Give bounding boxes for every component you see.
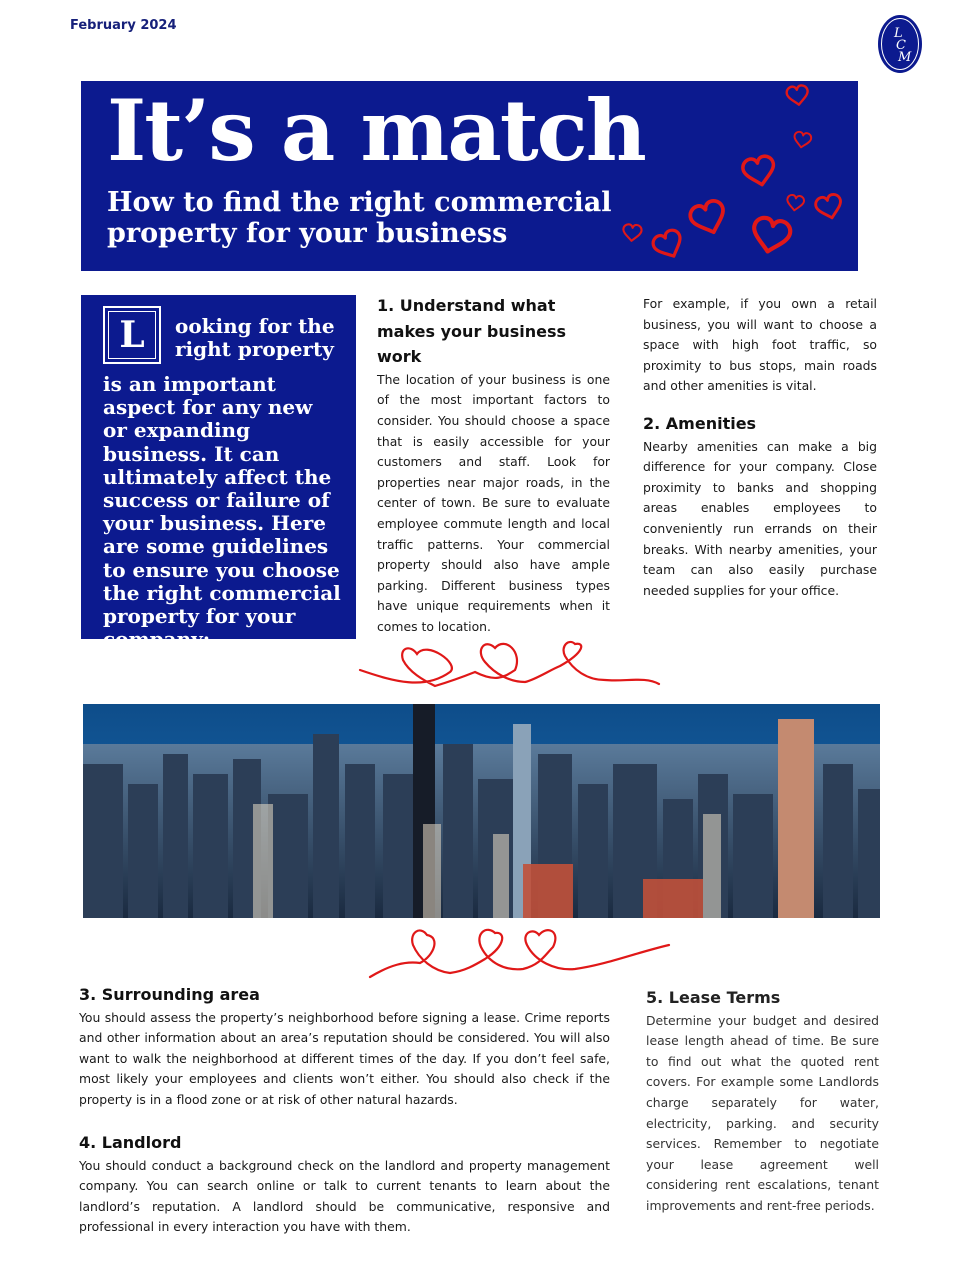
column-3 — [643, 294, 877, 601]
section-heading: 2. Amenities — [643, 413, 757, 433]
heart-icon — [793, 131, 812, 149]
heart-icon — [750, 216, 792, 255]
heart-icon — [688, 198, 730, 238]
section-3 — [79, 982, 610, 1111]
heart-icon — [741, 155, 777, 188]
city-skyline-photo — [83, 704, 880, 918]
issue-date: February 2024 — [70, 18, 177, 33]
monogram-logo — [876, 13, 924, 75]
section-body: Nearby amenities can make a big difference for your company. Close proximity to banks and shopping areas enables employees to conveniently run errands on their breaks. With nearby amenities, your team can also easily purchase needed supplies for your office. — [643, 438, 877, 598]
section-heading: 5. Lease Terms — [646, 988, 781, 1007]
heart-icon — [786, 85, 809, 106]
intro-box — [81, 295, 356, 652]
heart-icon — [786, 194, 805, 211]
svg-text:L: L — [894, 26, 903, 41]
page-subtitle: How to find the right commercial property for your business — [107, 187, 612, 250]
svg-text:C: C — [896, 38, 906, 53]
section-body: You should conduct a background check on the landlord and property management company. You can search online or talk to current tenants to learn about the landlord’s reputation. A landlord should be communicative, responsive and professional in every interaction you have with them. — [79, 1157, 610, 1235]
heart-icon — [814, 193, 844, 221]
section-body: You should assess the property’s neighborhood before signing a lease. Crime reports and other information about an area’s reputation should be considered. You will also want to walk the neighborhood at different times of the day. If you don’t feel safe, most likely your employees and clients won’t either. You should also check if the property is in a flood zone or at risk of other natural hazards. — [79, 1009, 610, 1107]
intro-first-lines: ooking for the right property — [175, 314, 335, 361]
heart-icon — [622, 224, 642, 242]
hearts-divider-bottom — [365, 925, 675, 987]
section-heading: 3. Surrounding area — [79, 985, 260, 1004]
page-title: It’s a match — [107, 81, 645, 180]
section-1 — [377, 293, 610, 638]
svg-text:M: M — [898, 50, 912, 65]
hearts-decoration — [610, 80, 860, 270]
section-body: The location of your business is one of the most important factors to consider. You should choose a space that is easily accessible for your customers and staff. Look for properties near major roads, in the center of town. Be sure to evaluate employee commute length and local traffic patterns. Your commercial property should also have ample parking. Different business types have unique requirements when it comes to location. — [377, 371, 610, 634]
section-5 — [646, 985, 879, 1217]
section-1-continued: For example, if you own a retail business, you will want to choose a space with high foot traffic, so proximity to bus stops, main roads and other amenities is vital. — [643, 296, 877, 394]
heart-icon — [651, 228, 687, 262]
intro-text: is an important aspect for any new or expanding business. It can ultimately affect the success or failure of your business. Here are some guidelines to ensure you choose the right commercial property for your company: — [103, 372, 341, 652]
drop-cap: L — [103, 306, 161, 364]
section-heading: 4. Landlord — [79, 1133, 182, 1152]
section-body: Determine your budget and desired lease length ahead of time. Be sure to find out what the quoted rent covers. For example some Landlords charge separately for water, electricity, parking. and security services. Remember to negotiate your lease agreement well considering rent escalations, tenant improvements and rent-free periods. — [646, 1012, 879, 1213]
hearts-divider-top — [355, 632, 665, 694]
section-4 — [79, 1130, 610, 1238]
section-heading: 1. Understand what makes your business work — [377, 296, 567, 367]
